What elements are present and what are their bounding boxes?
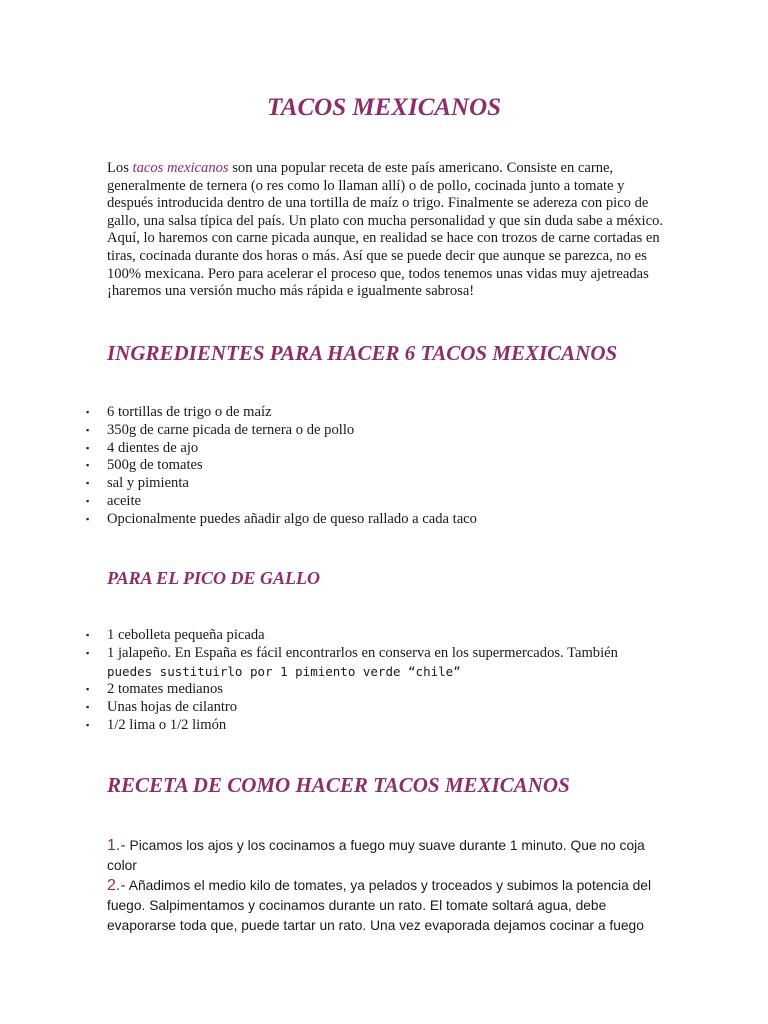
- step-number: 1.-: [107, 837, 126, 854]
- bullet-icon: ▪: [86, 407, 90, 417]
- list-item: ▪ 350g de carne picada de ternera o de pollo: [86, 421, 355, 438]
- recipe-heading: RECETA DE COMO HACER TACOS MEXICANOS: [107, 773, 570, 797]
- page-title: TACOS MEXICANOS: [266, 94, 502, 121]
- bullet-icon: ▪: [86, 513, 90, 524]
- list-item: ▪ aceite: [86, 492, 142, 509]
- step-text: Añadimos el medio kilo de tomates, ya pelados y troceados y subimos la potencia del fuego. Salpimentamos y cocinamos durante un rato. El tomate soltará agua, debe evaporarse toda que, puede tartar un rato. Una vez evaporada dejamos cocinar a fuego: [107, 878, 652, 933]
- list-item: ▪ sal y pimienta: [86, 475, 189, 492]
- step-text: Picamos los ajos y los cocinamos a fuego muy suave durante 1 minuto. Que no coja color: [107, 838, 645, 873]
- pico-heading: PARA EL PICO DE GALLO: [107, 568, 321, 588]
- pico-list: [0, 627, 768, 735]
- bullet-icon: ▪: [86, 702, 90, 713]
- list-item: ▪ Unas hojas de cilantro: [86, 699, 238, 716]
- bullet-icon: ▪: [86, 630, 90, 640]
- bullet-icon: ▪: [86, 424, 90, 435]
- list-item: ▪ 1 jalapeño. En España es fácil encontrarlos en conserva en los supermercados. También puedes sustituirlo por 1 pimiento verde “chile”: [86, 644, 618, 679]
- step-number: 2.-: [107, 877, 126, 894]
- bullet-icon: ▪: [86, 684, 90, 695]
- intro-prefix: Los: [107, 160, 133, 176]
- ingredients-list: [0, 404, 768, 529]
- list-item: ▪ 500g de tomates: [86, 457, 203, 474]
- pico-item-continuation: puedes sustituirlo por 1 pimiento verde “chile”: [107, 663, 461, 679]
- bullet-icon: ▪: [86, 719, 90, 730]
- list-item: ▪ 1 cebolleta pequeña picada: [86, 627, 265, 643]
- bullet-icon: ▪: [86, 495, 90, 506]
- recipe-steps: [107, 836, 652, 936]
- bullet-icon: ▪: [86, 442, 90, 453]
- ingredients-heading: INGREDIENTES PARA HACER 6 TACOS MEXICANOS: [107, 341, 618, 365]
- list-item: ▪ 2 tomates medianos: [86, 681, 223, 698]
- bullet-icon: ▪: [86, 460, 90, 471]
- list-item: ▪ 4 dientes de ajo: [86, 439, 199, 456]
- intro-paragraph: [107, 160, 667, 301]
- list-item: ▪ Opcionalmente puedes añadir algo de queso rallado a cada taco: [86, 510, 477, 527]
- intro-highlight-link: tacos mexicanos: [132, 160, 229, 176]
- bullet-icon: ▪: [86, 647, 90, 658]
- list-item: ▪ 1/2 lima o 1/2 limón: [86, 716, 227, 733]
- list-item: ▪ 6 tortillas de trigo o de maíz: [86, 404, 272, 420]
- bullet-icon: ▪: [86, 478, 90, 489]
- recipe-step: [107, 876, 652, 936]
- intro-text: son una popular receta de este país americano. Consiste en carne, generalmente de ternera (o res como lo llaman allí) o de pollo, cocinada junto a tomate y después introducida dentro de una tortilla de maíz o trigo. Finalmente se adereza con pico de gallo, una salsa típica del país. Un plato con mucha personalidad y que sin duda sabe a méxico. Aquí, lo haremos con carne picada aunque, en realidad se hace con trozos de carne cortadas en tiras, cocinada durante dos horas o más. Así que se puede decir que aunque se parezca, no es 100% mexicana. Pero para acelerar el proceso que, todos tenemos unas vidas muy ajetreadas ¡haremos una versión mucho más rápida e igualmente sabrosa!: [107, 160, 664, 300]
- recipe-step: [107, 836, 652, 876]
